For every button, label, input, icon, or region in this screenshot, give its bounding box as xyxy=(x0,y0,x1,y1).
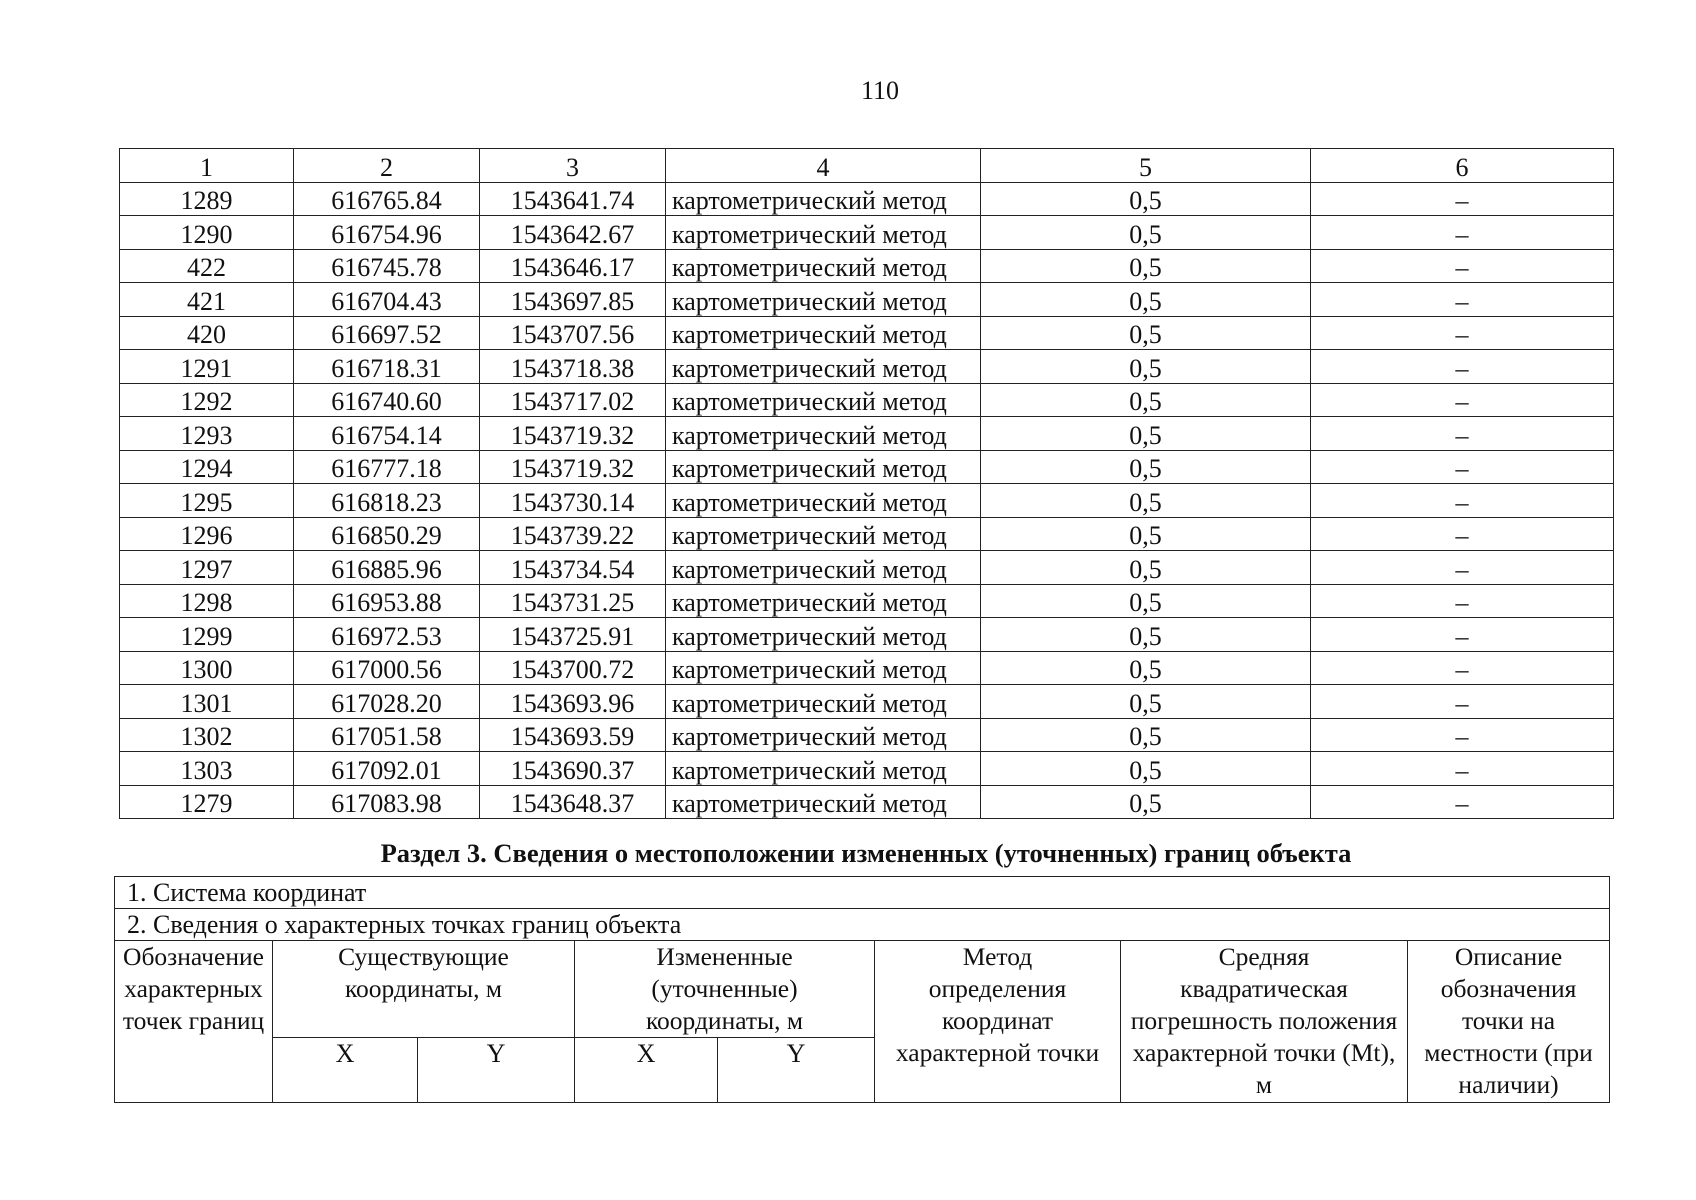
cell-coord-y: 1543693.59 xyxy=(480,718,666,752)
cell-description: – xyxy=(1311,249,1614,283)
coordinate-system-label: 1. Система координат xyxy=(115,877,1610,909)
column-number-point-number: 1 xyxy=(120,149,294,183)
cell-method: картометрический метод xyxy=(666,216,981,250)
coordinate-system-row xyxy=(115,877,1610,909)
cell-description: – xyxy=(1311,584,1614,618)
cell-coord-x: 616754.96 xyxy=(294,216,480,250)
table-row xyxy=(120,752,1614,786)
cell-method: картометрический метод xyxy=(666,417,981,451)
header-line: квадратическая xyxy=(1180,974,1348,1003)
cell-point-number: 422 xyxy=(120,249,294,283)
cell-method: картометрический метод xyxy=(666,752,981,786)
cell-description: – xyxy=(1311,450,1614,484)
cell-coord-y: 1543646.17 xyxy=(480,249,666,283)
cell-coord-x: 616777.18 xyxy=(294,450,480,484)
cell-point-number: 1293 xyxy=(120,417,294,451)
header-changed-x: X xyxy=(575,1038,718,1103)
cell-description: – xyxy=(1311,182,1614,216)
table-row xyxy=(120,316,1614,350)
cell-description: – xyxy=(1311,718,1614,752)
cell-error: 0,5 xyxy=(981,584,1311,618)
table-row xyxy=(120,785,1614,819)
cell-method: картометрический метод xyxy=(666,249,981,283)
cell-error: 0,5 xyxy=(981,316,1311,350)
cell-coord-x: 616765.84 xyxy=(294,182,480,216)
table-row xyxy=(120,182,1614,216)
cell-coord-y: 1543707.56 xyxy=(480,316,666,350)
page-number: 110 xyxy=(860,76,900,105)
cell-coord-y: 1543700.72 xyxy=(480,651,666,685)
header-designation xyxy=(115,941,273,1103)
header-line: Средняя xyxy=(1218,942,1310,971)
cell-error: 0,5 xyxy=(981,283,1311,317)
cell-point-number: 1294 xyxy=(120,450,294,484)
cell-coord-x: 617000.56 xyxy=(294,651,480,685)
table-row xyxy=(120,283,1614,317)
cell-coord-y: 1543725.91 xyxy=(480,618,666,652)
cell-method: картометрический метод xyxy=(666,785,981,819)
header-line: погрешность положения xyxy=(1130,1006,1398,1035)
header-mean-square-error xyxy=(1121,941,1408,1103)
cell-method: картометрический метод xyxy=(666,182,981,216)
header-line: местности (при xyxy=(1424,1038,1593,1067)
header-line: координаты, м xyxy=(645,1006,804,1035)
cell-method: картометрический метод xyxy=(666,685,981,719)
cell-method: картометрический метод xyxy=(666,484,981,518)
header-line: обозначения xyxy=(1440,974,1577,1003)
cell-method: картометрический метод xyxy=(666,718,981,752)
cell-point-number: 1296 xyxy=(120,517,294,551)
cell-coord-x: 617092.01 xyxy=(294,752,480,786)
cell-method: картометрический метод xyxy=(666,450,981,484)
cell-method: картометрический метод xyxy=(666,383,981,417)
cell-point-number: 1291 xyxy=(120,350,294,384)
cell-description: – xyxy=(1311,651,1614,685)
cell-coord-x: 616972.53 xyxy=(294,618,480,652)
header-line: (уточненные) xyxy=(651,974,798,1003)
cell-error: 0,5 xyxy=(981,216,1311,250)
cell-coord-x: 617028.20 xyxy=(294,685,480,719)
cell-coord-x: 616740.60 xyxy=(294,383,480,417)
header-line: Метод xyxy=(962,942,1033,971)
header-line: наличии) xyxy=(1458,1070,1559,1099)
cell-error: 0,5 xyxy=(981,551,1311,585)
cell-point-number: 1290 xyxy=(120,216,294,250)
cell-coord-x: 616745.78 xyxy=(294,249,480,283)
cell-error: 0,5 xyxy=(981,383,1311,417)
cell-description: – xyxy=(1311,618,1614,652)
column-number-row xyxy=(120,149,1614,183)
cell-description: – xyxy=(1311,517,1614,551)
cell-error: 0,5 xyxy=(981,685,1311,719)
cell-description: – xyxy=(1311,350,1614,384)
header-line: м xyxy=(1255,1070,1273,1099)
table-row xyxy=(120,618,1614,652)
table-row xyxy=(120,417,1614,451)
column-number-coord-x: 2 xyxy=(294,149,480,183)
header-changed-coordinates xyxy=(575,941,875,1038)
cell-coord-x: 616718.31 xyxy=(294,350,480,384)
header-line: характерных xyxy=(124,974,263,1003)
cell-point-number: 1301 xyxy=(120,685,294,719)
cell-point-number: 1279 xyxy=(120,785,294,819)
characteristic-points-label: 2. Сведения о характерных точках границ объекта xyxy=(115,909,1610,941)
table-row xyxy=(120,584,1614,618)
cell-coord-y: 1543719.32 xyxy=(480,417,666,451)
section-title: Раздел 3. Сведения о местоположении измененных (уточненных) границ объекта xyxy=(380,838,1352,868)
cell-description: – xyxy=(1311,383,1614,417)
cell-coord-x: 616818.23 xyxy=(294,484,480,518)
table-row xyxy=(120,651,1614,685)
cell-method: картометрический метод xyxy=(666,651,981,685)
cell-error: 0,5 xyxy=(981,517,1311,551)
header-line: определения xyxy=(928,974,1067,1003)
cell-coord-y: 1543734.54 xyxy=(480,551,666,585)
cell-method: картометрический метод xyxy=(666,350,981,384)
header-existing-y: Y xyxy=(418,1038,575,1103)
cell-error: 0,5 xyxy=(981,417,1311,451)
cell-coord-y: 1543690.37 xyxy=(480,752,666,786)
cell-error: 0,5 xyxy=(981,785,1311,819)
cell-point-number: 1300 xyxy=(120,651,294,685)
cell-description: – xyxy=(1311,417,1614,451)
cell-point-number: 421 xyxy=(120,283,294,317)
cell-error: 0,5 xyxy=(981,718,1311,752)
cell-coord-x: 617083.98 xyxy=(294,785,480,819)
column-number-error: 5 xyxy=(981,149,1311,183)
cell-method: картометрический метод xyxy=(666,316,981,350)
cell-coord-y: 1543719.32 xyxy=(480,450,666,484)
cell-coord-y: 1543648.37 xyxy=(480,785,666,819)
cell-error: 0,5 xyxy=(981,752,1311,786)
cell-error: 0,5 xyxy=(981,651,1311,685)
cell-point-number: 1302 xyxy=(120,718,294,752)
cell-coord-y: 1543731.25 xyxy=(480,584,666,618)
header-line: координат xyxy=(941,1006,1054,1035)
cell-coord-y: 1543641.74 xyxy=(480,182,666,216)
table-row xyxy=(120,551,1614,585)
cell-description: – xyxy=(1311,752,1614,786)
cell-coord-x: 616885.96 xyxy=(294,551,480,585)
cell-coord-x: 616754.14 xyxy=(294,417,480,451)
table-row xyxy=(120,450,1614,484)
column-number-method: 4 xyxy=(666,149,981,183)
coordinates-table xyxy=(119,148,1614,819)
header-line: Измененные xyxy=(656,942,793,971)
cell-point-number: 1289 xyxy=(120,182,294,216)
cell-point-number: 1292 xyxy=(120,383,294,417)
cell-coord-x: 616850.29 xyxy=(294,517,480,551)
cell-description: – xyxy=(1311,283,1614,317)
cell-method: картометрический метод xyxy=(666,551,981,585)
header-point-description xyxy=(1408,941,1610,1103)
cell-point-number: 1298 xyxy=(120,584,294,618)
column-number-description: 6 xyxy=(1311,149,1614,183)
table-row xyxy=(120,350,1614,384)
cell-description: – xyxy=(1311,216,1614,250)
cell-coord-y: 1543730.14 xyxy=(480,484,666,518)
header-line: Существующие xyxy=(338,942,509,971)
cell-error: 0,5 xyxy=(981,484,1311,518)
cell-error: 0,5 xyxy=(981,450,1311,484)
cell-error: 0,5 xyxy=(981,182,1311,216)
header-line: координаты, м xyxy=(344,974,503,1003)
table-row xyxy=(120,685,1614,719)
table-row xyxy=(120,718,1614,752)
cell-coord-y: 1543717.02 xyxy=(480,383,666,417)
header-method xyxy=(875,941,1121,1103)
cell-coord-y: 1543739.22 xyxy=(480,517,666,551)
header-row xyxy=(115,941,1610,1038)
cell-description: – xyxy=(1311,685,1614,719)
table-row xyxy=(120,517,1614,551)
cell-point-number: 1297 xyxy=(120,551,294,585)
changed-boundaries-table xyxy=(114,876,1610,1103)
cell-point-number: 1295 xyxy=(120,484,294,518)
cell-error: 0,5 xyxy=(981,618,1311,652)
header-line: характерной точки xyxy=(895,1038,1100,1067)
cell-coord-y: 1543718.38 xyxy=(480,350,666,384)
cell-method: картометрический метод xyxy=(666,283,981,317)
header-line: точки на xyxy=(1461,1006,1556,1035)
cell-coord-x: 616697.52 xyxy=(294,316,480,350)
column-number-coord-y: 3 xyxy=(480,149,666,183)
header-existing-coordinates xyxy=(273,941,575,1038)
cell-error: 0,5 xyxy=(981,350,1311,384)
cell-method: картометрический метод xyxy=(666,584,981,618)
header-line: характерной точки (Mt), xyxy=(1132,1038,1396,1067)
cell-coord-x: 616704.43 xyxy=(294,283,480,317)
cell-coord-x: 616953.88 xyxy=(294,584,480,618)
cell-description: – xyxy=(1311,484,1614,518)
cell-point-number: 1299 xyxy=(120,618,294,652)
characteristic-points-row xyxy=(115,909,1610,941)
header-line: Обозначение xyxy=(123,942,264,971)
header-line: Описание xyxy=(1454,942,1563,971)
table-row xyxy=(120,484,1614,518)
cell-description: – xyxy=(1311,316,1614,350)
cell-method: картометрический метод xyxy=(666,618,981,652)
table-row xyxy=(120,249,1614,283)
cell-description: – xyxy=(1311,785,1614,819)
table-row xyxy=(120,216,1614,250)
cell-error: 0,5 xyxy=(981,249,1311,283)
header-existing-x: X xyxy=(273,1038,418,1103)
cell-method: картометрический метод xyxy=(666,517,981,551)
table-row xyxy=(120,383,1614,417)
cell-point-number: 1303 xyxy=(120,752,294,786)
cell-coord-y: 1543697.85 xyxy=(480,283,666,317)
header-line: точек границ xyxy=(122,1006,265,1035)
cell-coord-x: 617051.58 xyxy=(294,718,480,752)
cell-description: – xyxy=(1311,551,1614,585)
cell-point-number: 420 xyxy=(120,316,294,350)
cell-coord-y: 1543642.67 xyxy=(480,216,666,250)
header-changed-y: Y xyxy=(718,1038,875,1103)
cell-coord-y: 1543693.96 xyxy=(480,685,666,719)
